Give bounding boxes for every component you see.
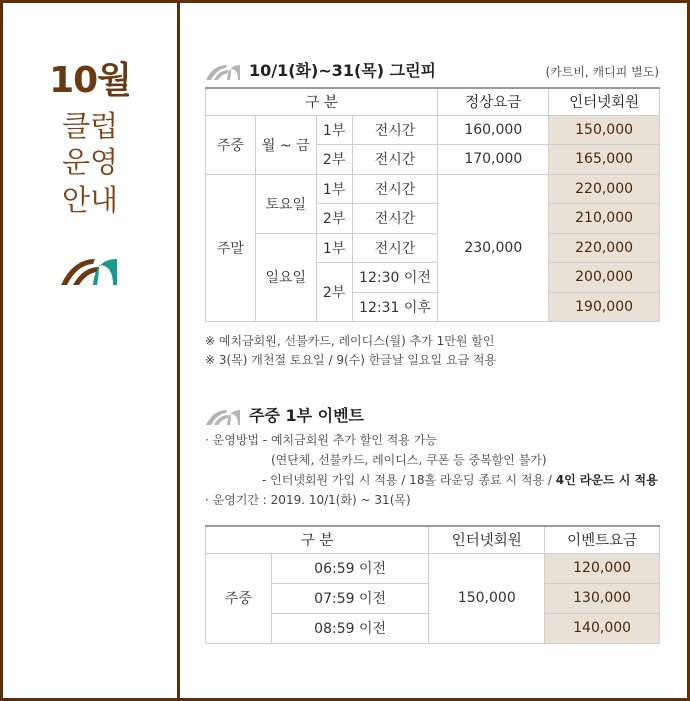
green-fee-note: (카트비, 캐디피 별도)	[545, 65, 659, 79]
event-header-price: 이벤트요금	[545, 526, 660, 553]
time-cell: 06:59 이전	[271, 553, 429, 583]
title-line-operation: 운영	[61, 145, 119, 179]
title-line-guide: 안내	[61, 183, 119, 217]
event-table	[205, 525, 660, 644]
section-mark-icon	[205, 408, 241, 426]
event-member-bold: 4인 라운드 시 적용	[555, 473, 658, 487]
time-cell: 12:30 이전	[352, 263, 438, 293]
table-row	[206, 233, 660, 263]
member-price-cell: 220,000	[549, 233, 660, 263]
time-cell: 전시간	[352, 145, 438, 175]
green-fee-heading	[205, 58, 436, 81]
green-fee-notes	[205, 332, 496, 370]
header-regular: 정상요금	[438, 88, 549, 115]
event-header-member: 인터넷회원	[429, 526, 545, 553]
green-fee-title: 10/1(화)~31(목) 그린피	[249, 61, 437, 80]
event-member-line	[205, 470, 658, 490]
saturday-label: 토요일	[255, 174, 316, 233]
regular-price-cell: 170,000	[438, 145, 549, 175]
member-price-cell: 200,000	[549, 263, 660, 293]
time-cell: 12:31 이후	[352, 292, 438, 322]
part-cell: 2부	[316, 204, 352, 234]
section-mark-icon	[205, 63, 241, 81]
member-price-cell: 150,000	[549, 115, 660, 145]
event-price-cell: 140,000	[545, 613, 660, 643]
event-description	[205, 430, 658, 510]
part-cell: 1부	[316, 233, 352, 263]
green-fee-table	[205, 87, 660, 322]
time-cell: 08:59 이전	[271, 613, 429, 643]
member-price-cell: 190,000	[549, 292, 660, 322]
event-header-category: 구 분	[206, 526, 429, 553]
weekend-label: 주말	[206, 174, 256, 322]
weekend-regular-price: 230,000	[438, 174, 549, 322]
event-method-line: · 운영방법 - 예치금회원 추가 할인 적용 가능	[205, 433, 437, 447]
time-cell: 전시간	[352, 204, 438, 234]
time-cell: 전시간	[352, 233, 438, 263]
member-price-cell: 220,000	[549, 174, 660, 204]
member-price-cell: 210,000	[549, 204, 660, 234]
header-member: 인터넷회원	[549, 88, 660, 115]
event-method-sub: (연단체, 선불카드, 레이디스, 쿠폰 등 중복할인 불가)	[271, 453, 547, 467]
part-cell: 1부	[316, 115, 352, 145]
table-row	[206, 115, 660, 145]
club-logo-icon	[59, 255, 119, 287]
time-cell: 전시간	[352, 115, 438, 145]
event-member-text: - 인터넷회원 가입 시 적용 / 18홀 라운딩 종료 시 적용 /	[262, 473, 556, 487]
weekday-days: 월 ~ 금	[255, 115, 316, 174]
time-cell: 07:59 이전	[271, 583, 429, 613]
note-line: ※ 3(목) 개천절 토요일 / 9(수) 한글날 일요일 요금 적용	[205, 353, 497, 367]
table-row	[206, 174, 660, 204]
member-price-cell: 165,000	[549, 145, 660, 175]
weekday-label: 주중	[206, 115, 256, 174]
event-price-cell: 120,000	[545, 553, 660, 583]
table-row	[206, 553, 660, 583]
right-panel	[180, 0, 687, 701]
month-title: 10월	[49, 60, 131, 101]
table-header-row	[206, 526, 660, 553]
event-member-price: 150,000	[429, 553, 545, 643]
event-weekday-label: 주중	[206, 553, 272, 643]
header-category: 구 분	[206, 88, 438, 115]
sunday-label: 일요일	[255, 233, 316, 322]
note-line: ※ 예치금회원, 선불카드, 레이디스(월) 추가 1만원 할인	[205, 334, 495, 348]
title-line-club: 클럽	[61, 109, 119, 143]
event-period-line: · 운영기간 : 2019. 10/1(화) ~ 31(목)	[205, 493, 411, 507]
regular-price-cell: 160,000	[438, 115, 549, 145]
event-title: 주중 1부 이벤트	[249, 406, 365, 425]
part-cell: 2부	[316, 263, 352, 322]
event-price-cell: 130,000	[545, 583, 660, 613]
part-cell: 2부	[316, 145, 352, 175]
event-heading	[205, 403, 364, 426]
time-cell: 전시간	[352, 174, 438, 204]
part-cell: 1부	[316, 174, 352, 204]
table-header-row	[206, 88, 660, 115]
